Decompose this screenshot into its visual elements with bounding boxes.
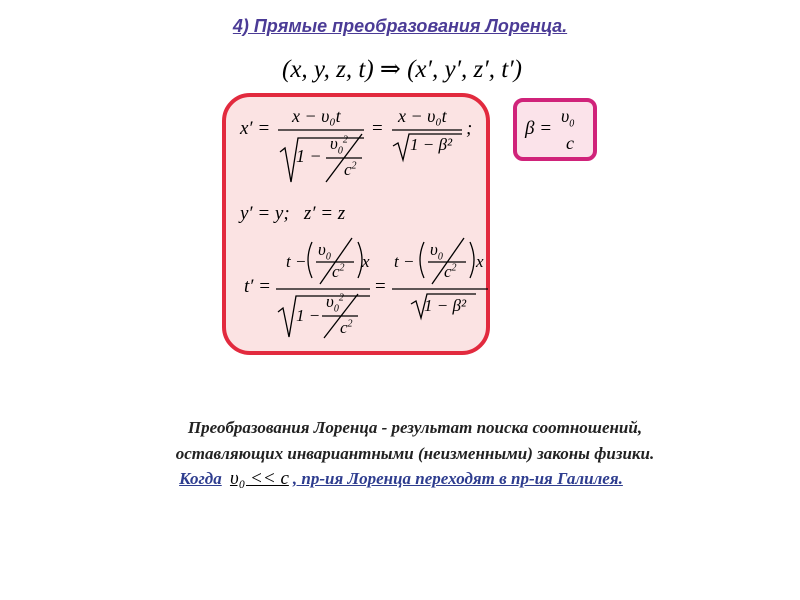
when-word: Когда [179,469,222,488]
equals-sign-2: = [375,276,386,297]
x-numerator: x − υ₀t [292,106,341,126]
paragraph-line-2: оставляющих инвариантными (неизменными) законы физики. [175,444,655,463]
implies-arrow-icon: ⇒ [379,56,401,83]
y-z-formulas: y′ = y; z′ = z [240,203,346,224]
beta-denominator: c [566,133,574,153]
paragraph-line-3 [0,468,800,490]
c-squared: $c^2$ [344,160,357,179]
left-paren [308,242,312,278]
t-prime-lhs: t′ = [244,276,272,297]
equals-sign: = [372,118,383,139]
condition-formula: υ₀ << c [229,468,289,489]
t-denominator-beta: 1 − β² [424,296,467,315]
x-denominator-beta: 1 − β² [410,135,453,154]
one-minus-term: 1 − [296,146,322,166]
x-prime-lhs: x′ = [240,118,271,139]
right-paren [470,242,474,278]
beta-lhs: β = [525,118,553,139]
slide-title: 4) Прямые преобразования Лоренца. [232,16,568,36]
semicolon: ; [466,118,473,139]
left-paren [420,242,424,278]
mapping-lhs: (x, y, z, t) [282,56,374,83]
galilean-limit-text: , пр-ия Лоренца переходят в пр-ия Галилея. [292,469,623,488]
v0-squared: $\upsilon_0^2$ [330,134,348,157]
x-numerator-2: x − υ₀t [398,106,447,126]
mapping-rhs: (x′, y′, z′, t′) [407,56,522,83]
beta-numerator: $\upsilon_0$ [561,106,575,130]
paragraph-line-1: Преобразования Лоренца - результат поиска соотношений, [187,418,643,437]
